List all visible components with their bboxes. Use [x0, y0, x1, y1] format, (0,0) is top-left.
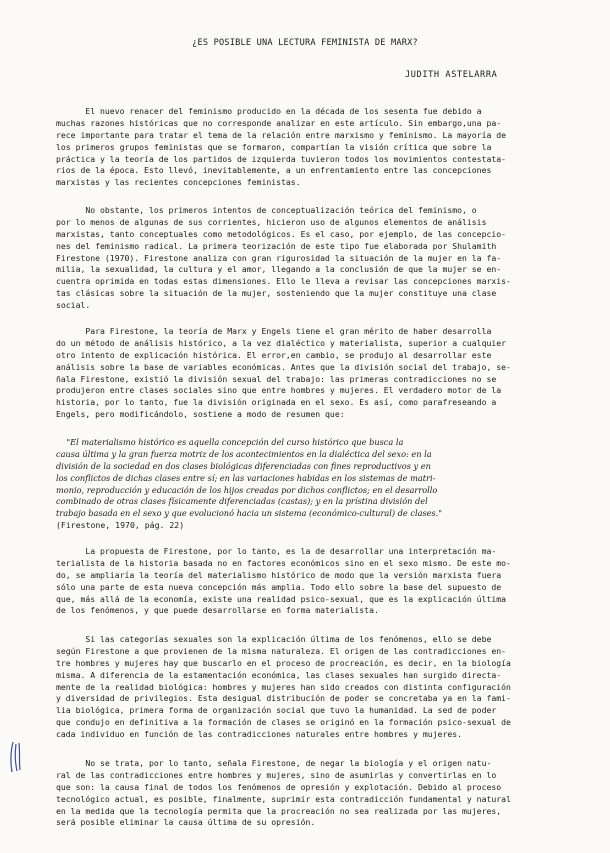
text-line: causa última y la gran fuerza motriz de los acontecimientos en la dialéctica del sexo: en la [56, 448, 432, 459]
paragraph [56, 634, 596, 741]
text-line: monio, reproducción y educación de los hijos creadas por dichos conflictos; en el desarrollo [56, 484, 438, 495]
text-line: será posible eliminar la causa última de su opresión. [56, 817, 316, 828]
text-line: Si las categorías sexuales son la explicación última de los fenómenos, ello se debe [56, 634, 492, 644]
text-line: trabajo basada en el sexo y que evolucionó hacia un sistema (económico-cultural) de clases." [56, 508, 443, 519]
text-line: No se trata, por lo tanto, señala Firestone, de negar la biología y el origen natu- [56, 758, 492, 768]
text-line: No obstante, los primeros intentos de conceptualización teórica del feminismo, o [56, 205, 477, 215]
text-line: sólo una parte de esta nueva concepción más amplia. Todo ello sobre la base del supuesto de [56, 581, 502, 592]
text-line: división de la sociedad en dos clases biológicas diferenciadas con fines reproductivos y en [56, 460, 431, 471]
text-line: y diversidad de privilegios. Esta desigual distribución de poder se concretaba ya en la fami- [56, 693, 511, 704]
text-line: marxistas y las recientes concepciones feministas. [56, 177, 301, 188]
text-line: en la medida que la tecnología permita que la procreación no sea realizada por las mujeres, [56, 805, 502, 816]
paragraph [56, 106, 596, 189]
text-line: do, se ampliaría la teoría del materialismo histórico de modo que la versión marxista fuera [56, 569, 502, 580]
text-line: rece importante para tratar el tema de la relación entre marxismo y feminismo. La mayoría de [56, 129, 507, 140]
paragraph [56, 205, 596, 312]
text-line: tre hombres y mujeres hay que buscarlo en el proceso de procreación, es decir, en la biología [56, 657, 511, 668]
handwritten-margin-mark [8, 740, 24, 774]
text-line: mente de la realidad biológica: hombres y mujeres han sido creados con distinta configuración [56, 681, 511, 692]
author-name: JUDITH ASTELARRA [405, 70, 498, 80]
text-line: otro intento de explicación histórica. El error,en cambio, se produjo al desarrollar este [56, 349, 492, 360]
text-line: que, más allá de la economía, existe una realidad psico-sexual, que es la explicación última [56, 593, 507, 604]
text-line: terialista de la historia basada no en factores económicos sino en el sexo mismo. De este mo- [56, 557, 511, 568]
text-line: que son: la causa final de todos los fenómenos de opresión y explotación. Debido al proceso [56, 781, 502, 792]
text-line: combinado de otras clases físicamente diferenciadas (castas); y en la prístina división del [56, 496, 428, 507]
text-line: los primeros grupos feministas que se formaron, compartían la visión crítica que sobre la [56, 141, 492, 152]
text-line: do un método de análisis histórico, a la vez dialéctico y materialista, superior a cualquier [56, 337, 507, 348]
text-line: muchas razones históricas que no corresponde analizar en este artículo. Sin embargo,una pa- [56, 117, 502, 128]
text-line: cada individuo en función de las contradicciones naturales entre hombres y mujeres. [56, 729, 463, 740]
text-line: produjeron entre clases sociales sino que entre hombres y mujeres. El verdadero motor de la [56, 385, 502, 396]
paragraph [56, 326, 596, 421]
text-line: tecnológico actual, es posible, finalmente, suprimir esta contradicción fundamental y natural [56, 793, 511, 804]
text-line: cuentra oprimida en todas estas dimensiones. Ello le lleva a revisar las concepciones marxis- [56, 276, 511, 287]
text-line: Para Firestone, la teoría de Marx y Engels tiene el gran mérito de haber desarrolla [56, 326, 492, 336]
text-line: ral de las contradicciones entre hombres y mujeres, sino de asumirlas y convertirlas en lo [56, 769, 497, 780]
text-line: los conflictos de dichas clases entre sí; en las variaciones habidas en los sistemas de matri- [56, 472, 436, 483]
text-line: por lo menos de algunas de sus corrientes, hicieron uso de algunos elementos de análisis [56, 216, 487, 227]
text-line: ñala Firestone, existió la división sexual del trabajo: las primeras contradicciones no se [56, 373, 497, 384]
paragraph [56, 546, 596, 617]
text-line: lia biológica, primera forma de organización social que tuvo la humanidad. La sed de poder [56, 705, 497, 716]
text-line: Firestone (1970). Firestone analiza con gran rigurosidad la situación de la mujer en la fa- [56, 252, 502, 263]
text-line: historia, por lo tanto, fue la división originada en el sexo. Es así, como parafreseando a [56, 397, 497, 408]
text-line: marxistas, tanto conceptuales como metodológicos. Es el caso, por ejemplo, de las concepcio- [56, 228, 507, 239]
text-line: práctica y la teoría de los partidos de izquierda tuvieron todos los movimientos contestata- [56, 153, 507, 164]
text-line: tas clásicas sobre la situación de la mujer, sosteniendo que la mujer constituye una clase [56, 288, 497, 299]
document-title: ¿ES POSIBLE UNA LECTURA FEMINISTA DE MARX? [192, 38, 418, 48]
text-line: de los fenómenos, y que puede desarrollarse en forma materialista. [56, 605, 379, 616]
text-line: (Firestone, 1970, pág. 22) [56, 520, 185, 531]
paragraph [56, 758, 596, 829]
text-line: "El materialismo histórico es aquella concepción del curso histórico que busca la [56, 437, 404, 447]
text-line: análisis sobre la base de variables económicas. Antes que la división social del trabajo, se- [56, 361, 511, 372]
text-line: La propuesta de Firestone, por lo tanto, es la de desarrollar una interpretación ma- [56, 546, 497, 556]
text-line: milia, la sexualidad, la cultura y el amor, llegando a la conclusión de que la mujer se en- [56, 264, 502, 275]
quotation [56, 437, 596, 532]
text-line: rios de la época. Esto llevó, inevitablemente, a un enfrentamiento entre las concepciones [56, 165, 492, 176]
text-line: misma. A diferencia de la estamentación económica, las clases sexuales han surgido directa- [56, 669, 502, 680]
text-line: que condujo en definitiva a la formación de clases se originó en la formación psico-sexual de [56, 717, 511, 728]
text-line: Engels, pero modificándolo, sostiene a modo de resumen que: [56, 409, 345, 420]
text-line: nes del feminismo radical. La primera teorización de este tipo fue elaborada por Shulamith [56, 240, 497, 251]
text-line: El nuevo renacer del feminismo producido en la década de los sesenta fue debido a [56, 106, 482, 116]
text-line: según Firestone a que provienen de la misma naturaleza. El origen de las contradicciones en- [56, 645, 507, 656]
text-line: social. [56, 300, 91, 311]
